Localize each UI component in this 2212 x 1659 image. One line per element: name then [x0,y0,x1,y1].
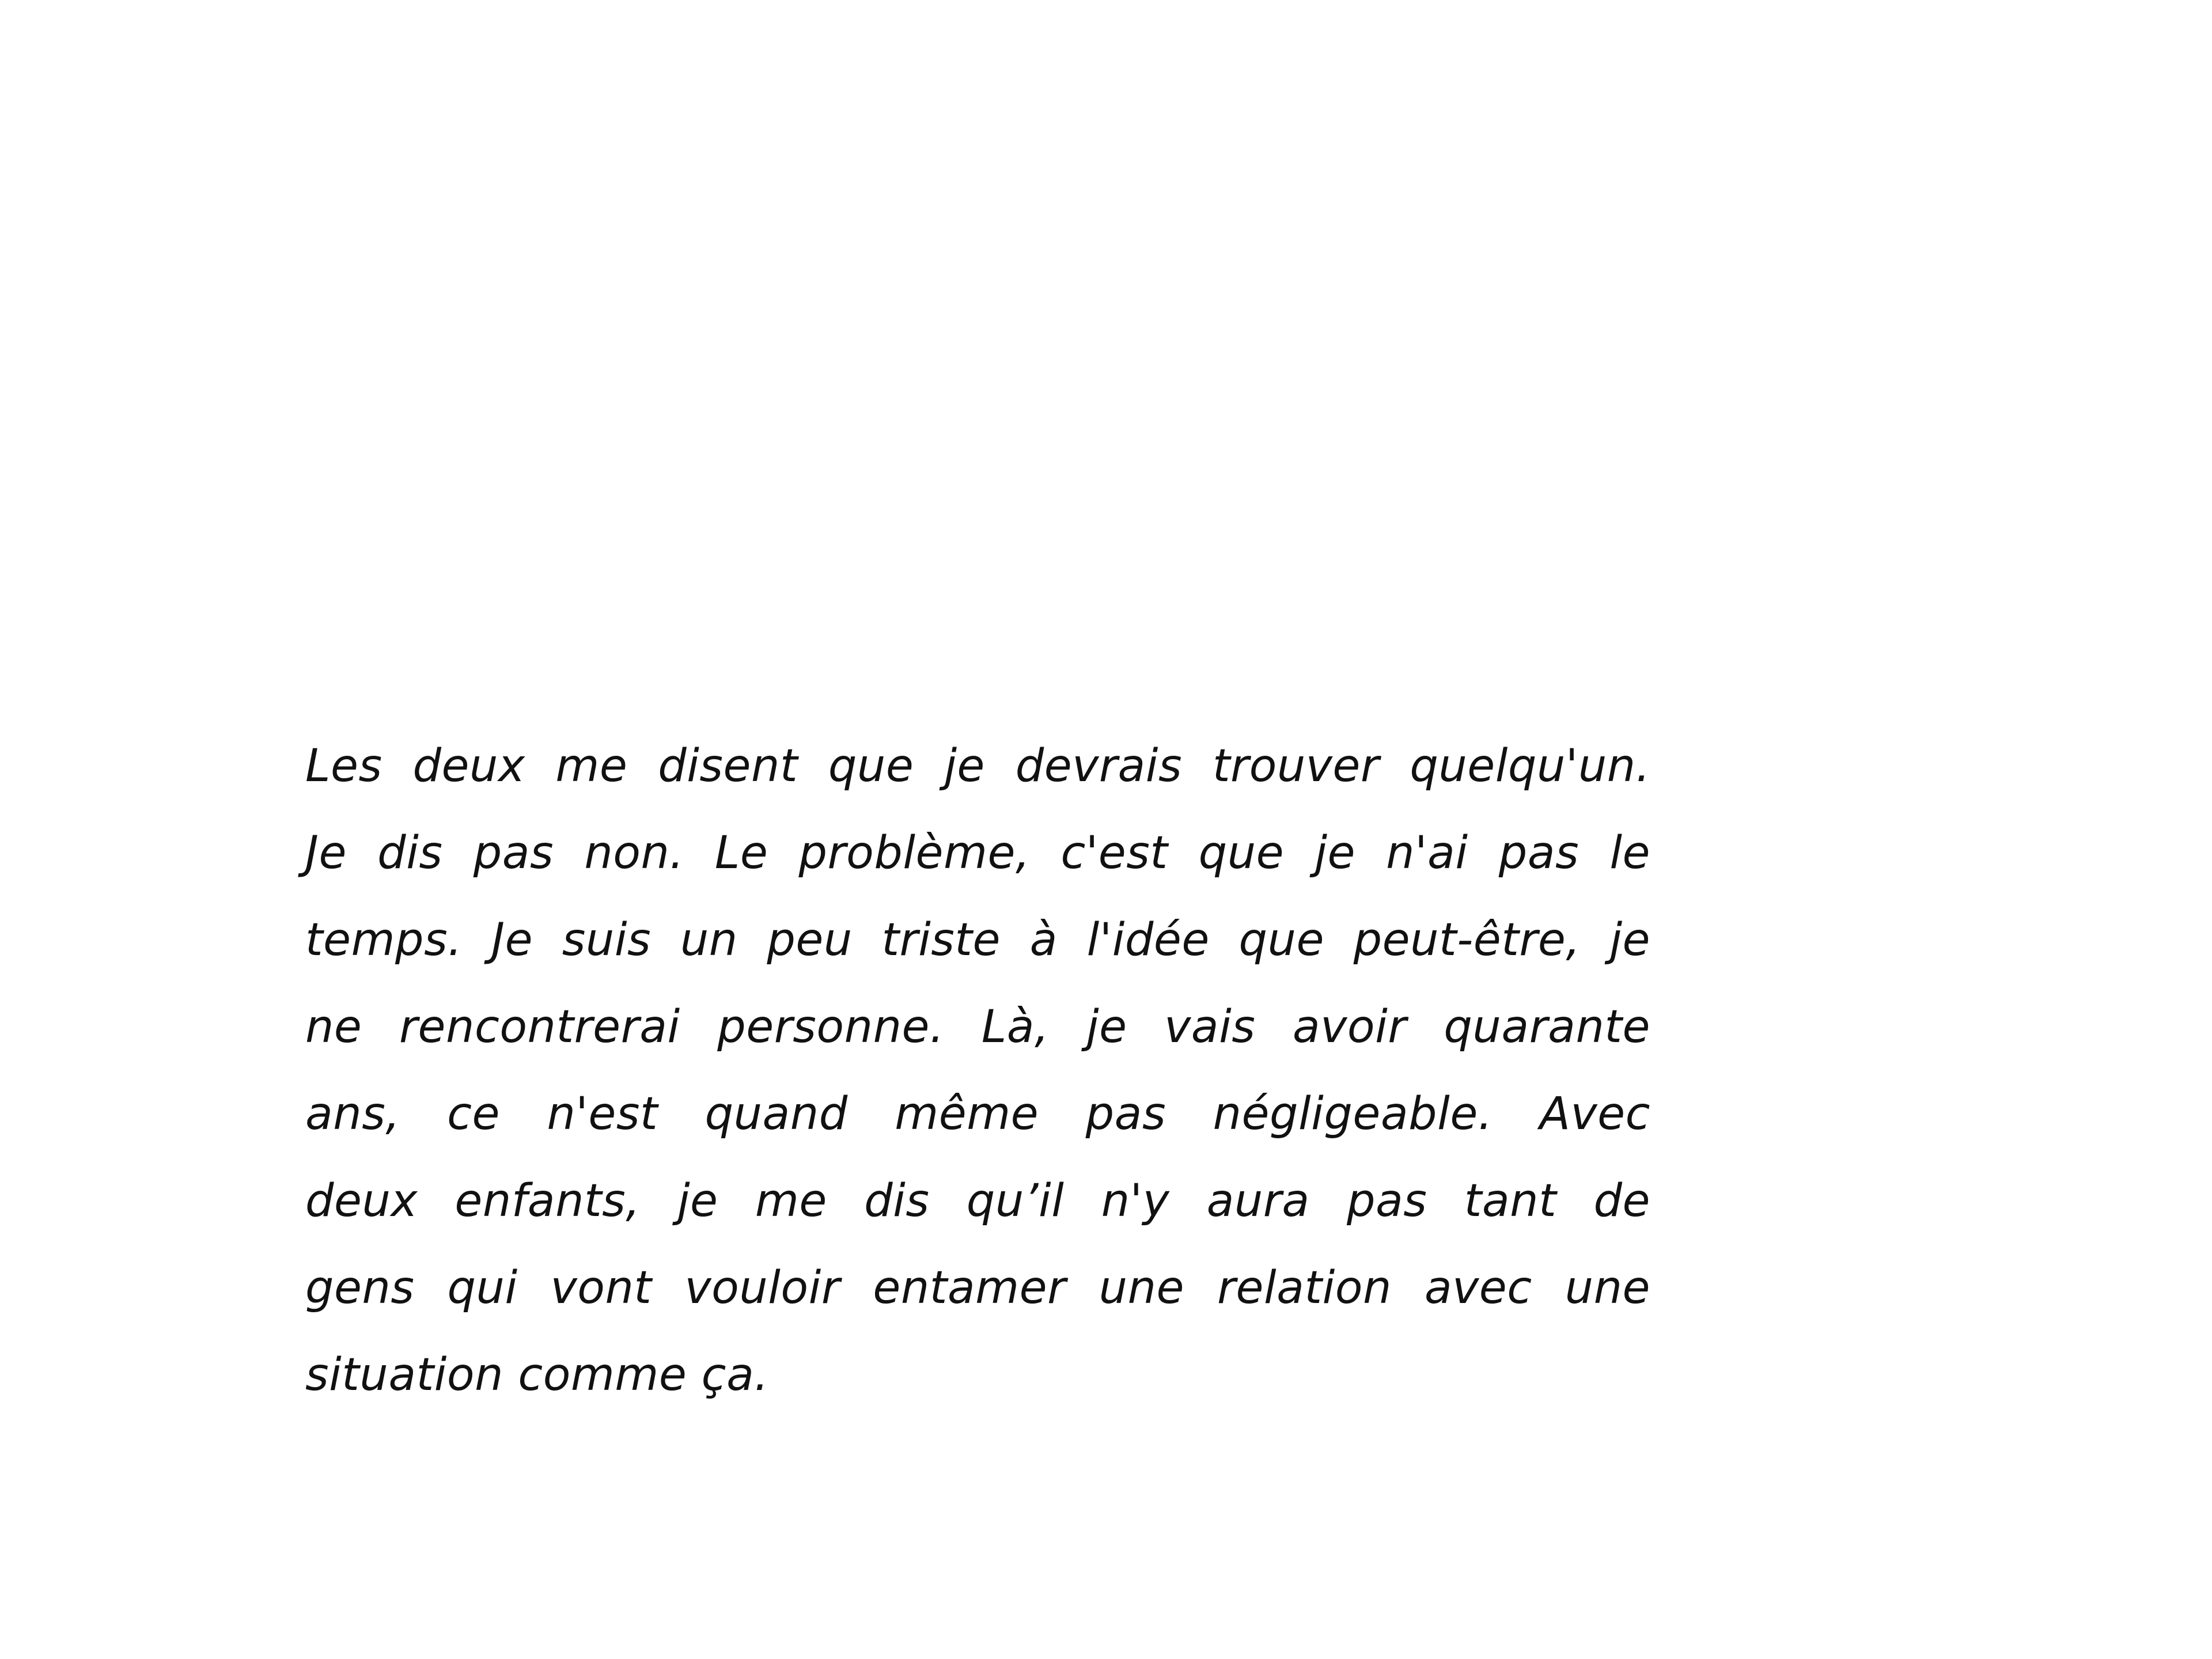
passage-line-4: ne rencontrerai personne. Là, je vais avoir quarante [305,1001,1650,1053]
passage-line-7: gens qui vont vouloir entamer une relation avec une [305,1262,1650,1314]
passage-line-5: ans, ce n'est quand même pas négligeable. Avec [305,1088,1650,1140]
passage-line-6: deux enfants, je me dis qu’il n'y aura pas tant de [305,1175,1650,1227]
passage-line-8: situation comme ça. [305,1349,769,1401]
passage-line-3: temps. Je suis un peu triste à l'idée que peut-être, je [305,914,1650,966]
passage-text [305,723,1650,1419]
passage-line-2: Je dis pas non. Le problème, c'est que je n'ai pas le [305,827,1650,879]
passage-line-1: Les deux me disent que je devrais trouver quelqu'un. [305,740,1650,792]
